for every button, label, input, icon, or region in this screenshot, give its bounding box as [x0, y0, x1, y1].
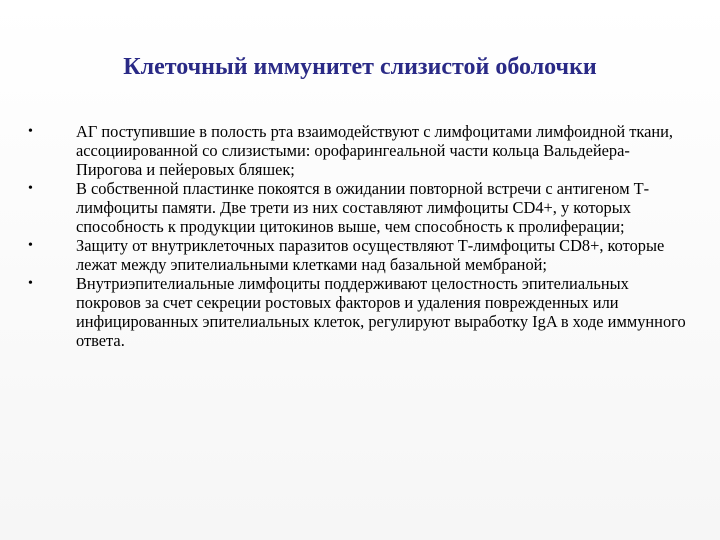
bullet-text: Внутриэпителиальные лимфоциты поддерживают целостность эпителиальных покровов за счет секреции ростовых факторов и удаления поврежденных или инфицированных эпителиальных клеток, регулируют выработку IgA в ходе иммунного ответа.	[76, 274, 686, 350]
slide-title: Клеточный иммунитет слизистой оболочки	[123, 54, 597, 80]
bullet-icon: •	[28, 181, 33, 196]
bullet-icon: •	[28, 238, 33, 253]
bullet-icon: •	[28, 124, 33, 139]
bullet-text: Защиту от внутриклеточных паразитов осуществляют Т-лимфоциты CD8+, которые лежат между эпителиальными клетками над базальной мембраной;	[76, 236, 665, 274]
bullet-list	[26, 122, 690, 350]
list-item	[26, 179, 690, 236]
bullet-text: АГ поступившие в полость рта взаимодействуют с лимфоцитами лимфоидной ткани, ассоциированной со слизистыми: орофарингеальной части кольца Вальдейера-Пирогова и пейеровых бляшек;	[76, 122, 674, 179]
list-item	[26, 122, 690, 179]
bullet-icon: •	[28, 276, 33, 291]
list-item	[26, 274, 690, 350]
bullet-text: В собственной пластинке покоятся в ожидании повторной встречи с антигеном Т-лимфоциты памяти. Две трети из них составляют лимфоциты CD4+, у которых способность к продукции цитокинов выше, чем способность к пролиферации;	[76, 179, 650, 236]
list-item	[26, 236, 690, 274]
